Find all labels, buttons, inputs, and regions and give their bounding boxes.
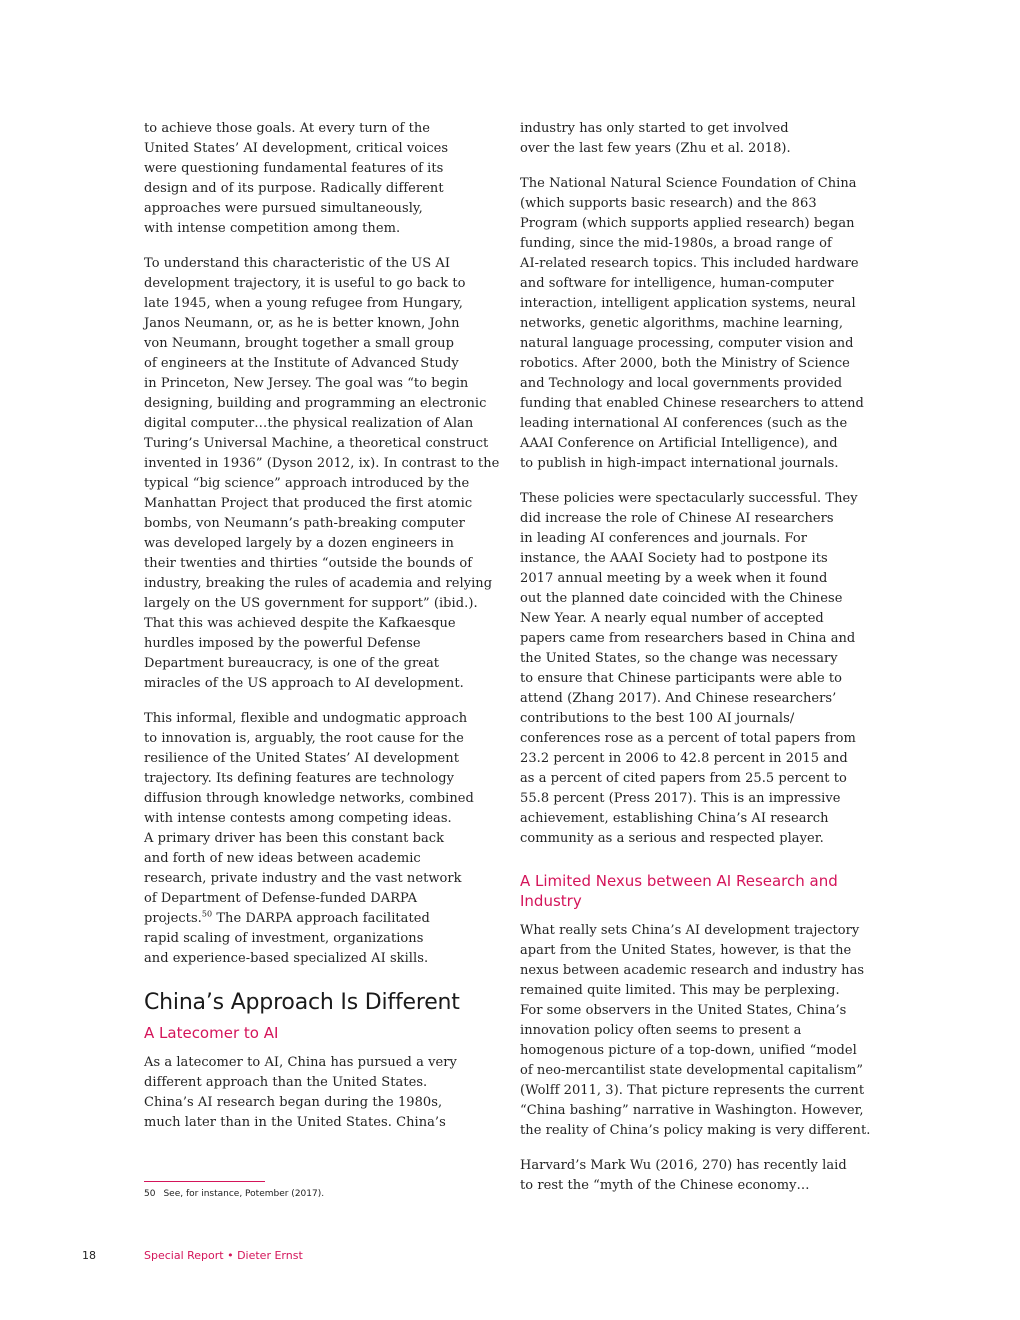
subsection-heading — [520, 871, 882, 911]
text-line-with-footnote — [144, 909, 506, 929]
text-line: Manhattan Project that produced the first atomic — [144, 496, 473, 511]
text-line: to ensure that Chinese participants were able to — [520, 671, 843, 686]
text-line: remained quite limited. This may be perplexing. — [520, 983, 840, 998]
subsection-heading: A Latecomer to AI — [144, 1024, 279, 1042]
text-line: (which supports basic research) and the 863 — [520, 196, 817, 211]
right-paragraph-4 — [520, 921, 882, 1141]
text-line: instance, the AAAI Society had to postpone its — [520, 551, 828, 566]
text-line: and forth of new ideas between academic — [144, 851, 421, 866]
page-number: 18 — [82, 1249, 96, 1262]
text-line: interaction, intelligent application systems, neural — [520, 296, 856, 311]
left-paragraph-3 — [144, 709, 506, 969]
text-line: apart from the United States, however, is that the — [520, 943, 852, 958]
left-paragraph-2 — [144, 254, 506, 694]
text-line: resilience of the United States’ AI development — [144, 751, 459, 766]
text-line: papers came from researchers based in China and — [520, 631, 856, 646]
text-line: Janos Neumann, or, as he is better known, John — [144, 316, 460, 331]
text-line: natural language processing, computer vision and — [520, 336, 854, 351]
text-line: (Wolff 2011, 3). That picture represents the current — [520, 1083, 865, 1098]
text-line: to innovation is, arguably, the root cause for the — [144, 731, 464, 746]
text-line: in leading AI conferences and journals. For — [520, 531, 808, 546]
text-line: To understand this characteristic of the US AI — [144, 256, 451, 271]
text-line: diffusion through knowledge networks, combined — [144, 791, 474, 806]
text-line: As a latecomer to AI, China has pursued a very — [144, 1055, 457, 1070]
text-line: Harvard’s Mark Wu (2016, 270) has recently laid — [520, 1158, 847, 1173]
text-line: funding that enabled Chinese researchers to attend — [520, 396, 864, 411]
footnote-number: 50 — [144, 1189, 156, 1199]
text-line: miracles of the US approach to AI development. — [144, 676, 464, 691]
text-line: attend (Zhang 2017). And Chinese researchers’ — [520, 691, 837, 706]
text-line: approaches were pursued simultaneously, — [144, 201, 423, 216]
text-line: homogenous picture of a top-down, unified “model — [520, 1043, 857, 1058]
text-line: with intense competition among them. — [144, 221, 401, 236]
text-line: of engineers at the Institute of Advanced Study — [144, 356, 459, 371]
text-line: the reality of China’s policy making is very different. — [520, 1123, 871, 1138]
right-paragraph-1 — [520, 119, 882, 159]
text-line: did increase the role of Chinese AI researchers — [520, 511, 834, 526]
heading-line: A Limited Nexus between AI Research and — [520, 872, 838, 890]
text-line: United States’ AI development, critical voices — [144, 141, 449, 156]
section-heading: China’s Approach Is Different — [144, 990, 460, 1015]
text-line: hurdles imposed by the powerful Defense — [144, 636, 421, 651]
text-line: in Princeton, New Jersey. The goal was “to begin — [144, 376, 469, 391]
right-paragraph-2 — [520, 174, 882, 474]
text-line: to achieve those goals. At every turn of the — [144, 121, 431, 136]
text-line: conferences rose as a percent of total papers from — [520, 731, 856, 746]
text-line: The National Natural Science Foundation of China — [520, 176, 857, 191]
left-paragraph-4 — [144, 1053, 506, 1133]
text-line: was developed largely by a dozen engineers in — [144, 536, 454, 551]
running-footer-title: Special Report • Dieter Ernst — [144, 1249, 303, 1262]
text-line: Program (which supports applied research) began — [520, 216, 855, 231]
text-line: 23.2 percent in 2006 to 42.8 percent in 2015 and — [520, 751, 848, 766]
footnote — [144, 1189, 324, 1199]
left-column — [144, 119, 506, 1148]
footnote-marker[interactable]: 50 — [201, 909, 213, 919]
text-line: development trajectory, it is useful to go back to — [144, 276, 466, 291]
text-line: were questioning fundamental features of its — [144, 161, 444, 176]
text-line: to rest the “myth of the Chinese economy… — [520, 1178, 810, 1193]
text-line: For some observers in the United States, China’s — [520, 1003, 847, 1018]
text-line: different approach than the United States. — [144, 1075, 428, 1090]
text-line: industry has only started to get involved — [520, 121, 789, 136]
text-line: invented in 1936” (Dyson 2012, ix). In contrast to the — [144, 456, 500, 471]
text-line: networks, genetic algorithms, machine learning, — [520, 316, 844, 331]
text-line: of neo-mercantilist state developmental capitalism” — [520, 1063, 864, 1078]
text-line: AI-related research topics. This included hardware — [520, 256, 859, 271]
right-paragraph-3 — [520, 489, 882, 849]
text-line: typical “big science” approach introduced by the — [144, 476, 470, 491]
text-line: AAAI Conference on Artificial Intelligence), and — [520, 436, 838, 451]
text-line: to publish in high-impact international journals. — [520, 456, 839, 471]
text-line: and Technology and local governments provided — [520, 376, 843, 391]
text-line: research, private industry and the vast network — [144, 871, 462, 886]
text-line: trajectory. Its defining features are technology — [144, 771, 455, 786]
text-line: That this was achieved despite the Kafkaesque — [144, 616, 456, 631]
text-line: achievement, establishing China’s AI research — [520, 811, 829, 826]
text-line: of Department of Defense-funded DARPA — [144, 891, 418, 906]
right-paragraph-5 — [520, 1156, 882, 1196]
text-line: Turing’s Universal Machine, a theoretical construct — [144, 436, 489, 451]
text-line: von Neumann, brought together a small group — [144, 336, 454, 351]
text-line: China’s AI research began during the 1980s, — [144, 1095, 443, 1110]
text-line: industry, breaking the rules of academia and relying — [144, 576, 493, 591]
right-column — [520, 119, 882, 1211]
text-line: bombs, von Neumann’s path-breaking computer — [144, 516, 465, 531]
text-line: over the last few years (Zhu et al. 2018). — [520, 141, 791, 156]
text-line: nexus between academic research and industry has — [520, 963, 865, 978]
text-line: and experience-based specialized AI skills. — [144, 951, 429, 966]
text-line: design and of its purpose. Radically different — [144, 181, 444, 196]
text-line: designing, building and programming an electronic — [144, 396, 487, 411]
text-line: the United States, so the change was necessary — [520, 651, 838, 666]
text-line: “China bashing” narrative in Washington. However, — [520, 1103, 864, 1118]
text-line: Department bureaucracy, is one of the great — [144, 656, 440, 671]
text-line: What really sets China’s AI development trajectory — [520, 923, 860, 938]
text-line: contributions to the best 100 AI journals/ — [520, 711, 795, 726]
footnote-text: See, for instance, Potember (2017). — [163, 1189, 325, 1199]
text-line: community as a serious and respected player. — [520, 831, 824, 846]
text-fragment: The DARPA approach facilitated — [212, 911, 430, 926]
text-line: robotics. After 2000, both the Ministry of Science — [520, 356, 850, 371]
text-line: New Year. A nearly equal number of accepted — [520, 611, 824, 626]
text-line: out the planned date coincided with the Chinese — [520, 591, 843, 606]
text-line: These policies were spectacularly successful. They — [520, 491, 858, 506]
footnote-divider — [144, 1181, 265, 1182]
text-line: 55.8 percent (Press 2017). This is an impressive — [520, 791, 841, 806]
text-line: largely on the US government for support” (ibid.). — [144, 596, 478, 611]
text-line: with intense contests among competing ideas. — [144, 811, 452, 826]
text-line: as a percent of cited papers from 25.5 percent to — [520, 771, 847, 786]
text-line: funding, since the mid-1980s, a broad range of — [520, 236, 832, 251]
text-line: This informal, flexible and undogmatic approach — [144, 711, 468, 726]
text-line: A primary driver has been this constant back — [144, 831, 445, 846]
text-line: 2017 annual meeting by a week when it found — [520, 571, 828, 586]
heading-line: Industry — [520, 892, 582, 910]
text-line: much later than in the United States. China’s — [144, 1115, 446, 1130]
text-line: rapid scaling of investment, organizations — [144, 931, 424, 946]
left-paragraph-1 — [144, 119, 506, 239]
text-line: digital computer…the physical realization of Alan — [144, 416, 474, 431]
text-fragment: projects. — [144, 911, 202, 926]
text-line: innovation policy often seems to present a — [520, 1023, 802, 1038]
text-line: leading international AI conferences (such as the — [520, 416, 848, 431]
text-line: their twenties and thirties “outside the bounds of — [144, 556, 473, 571]
text-line: late 1945, when a young refugee from Hungary, — [144, 296, 463, 311]
text-line: and software for intelligence, human-computer — [520, 276, 834, 291]
